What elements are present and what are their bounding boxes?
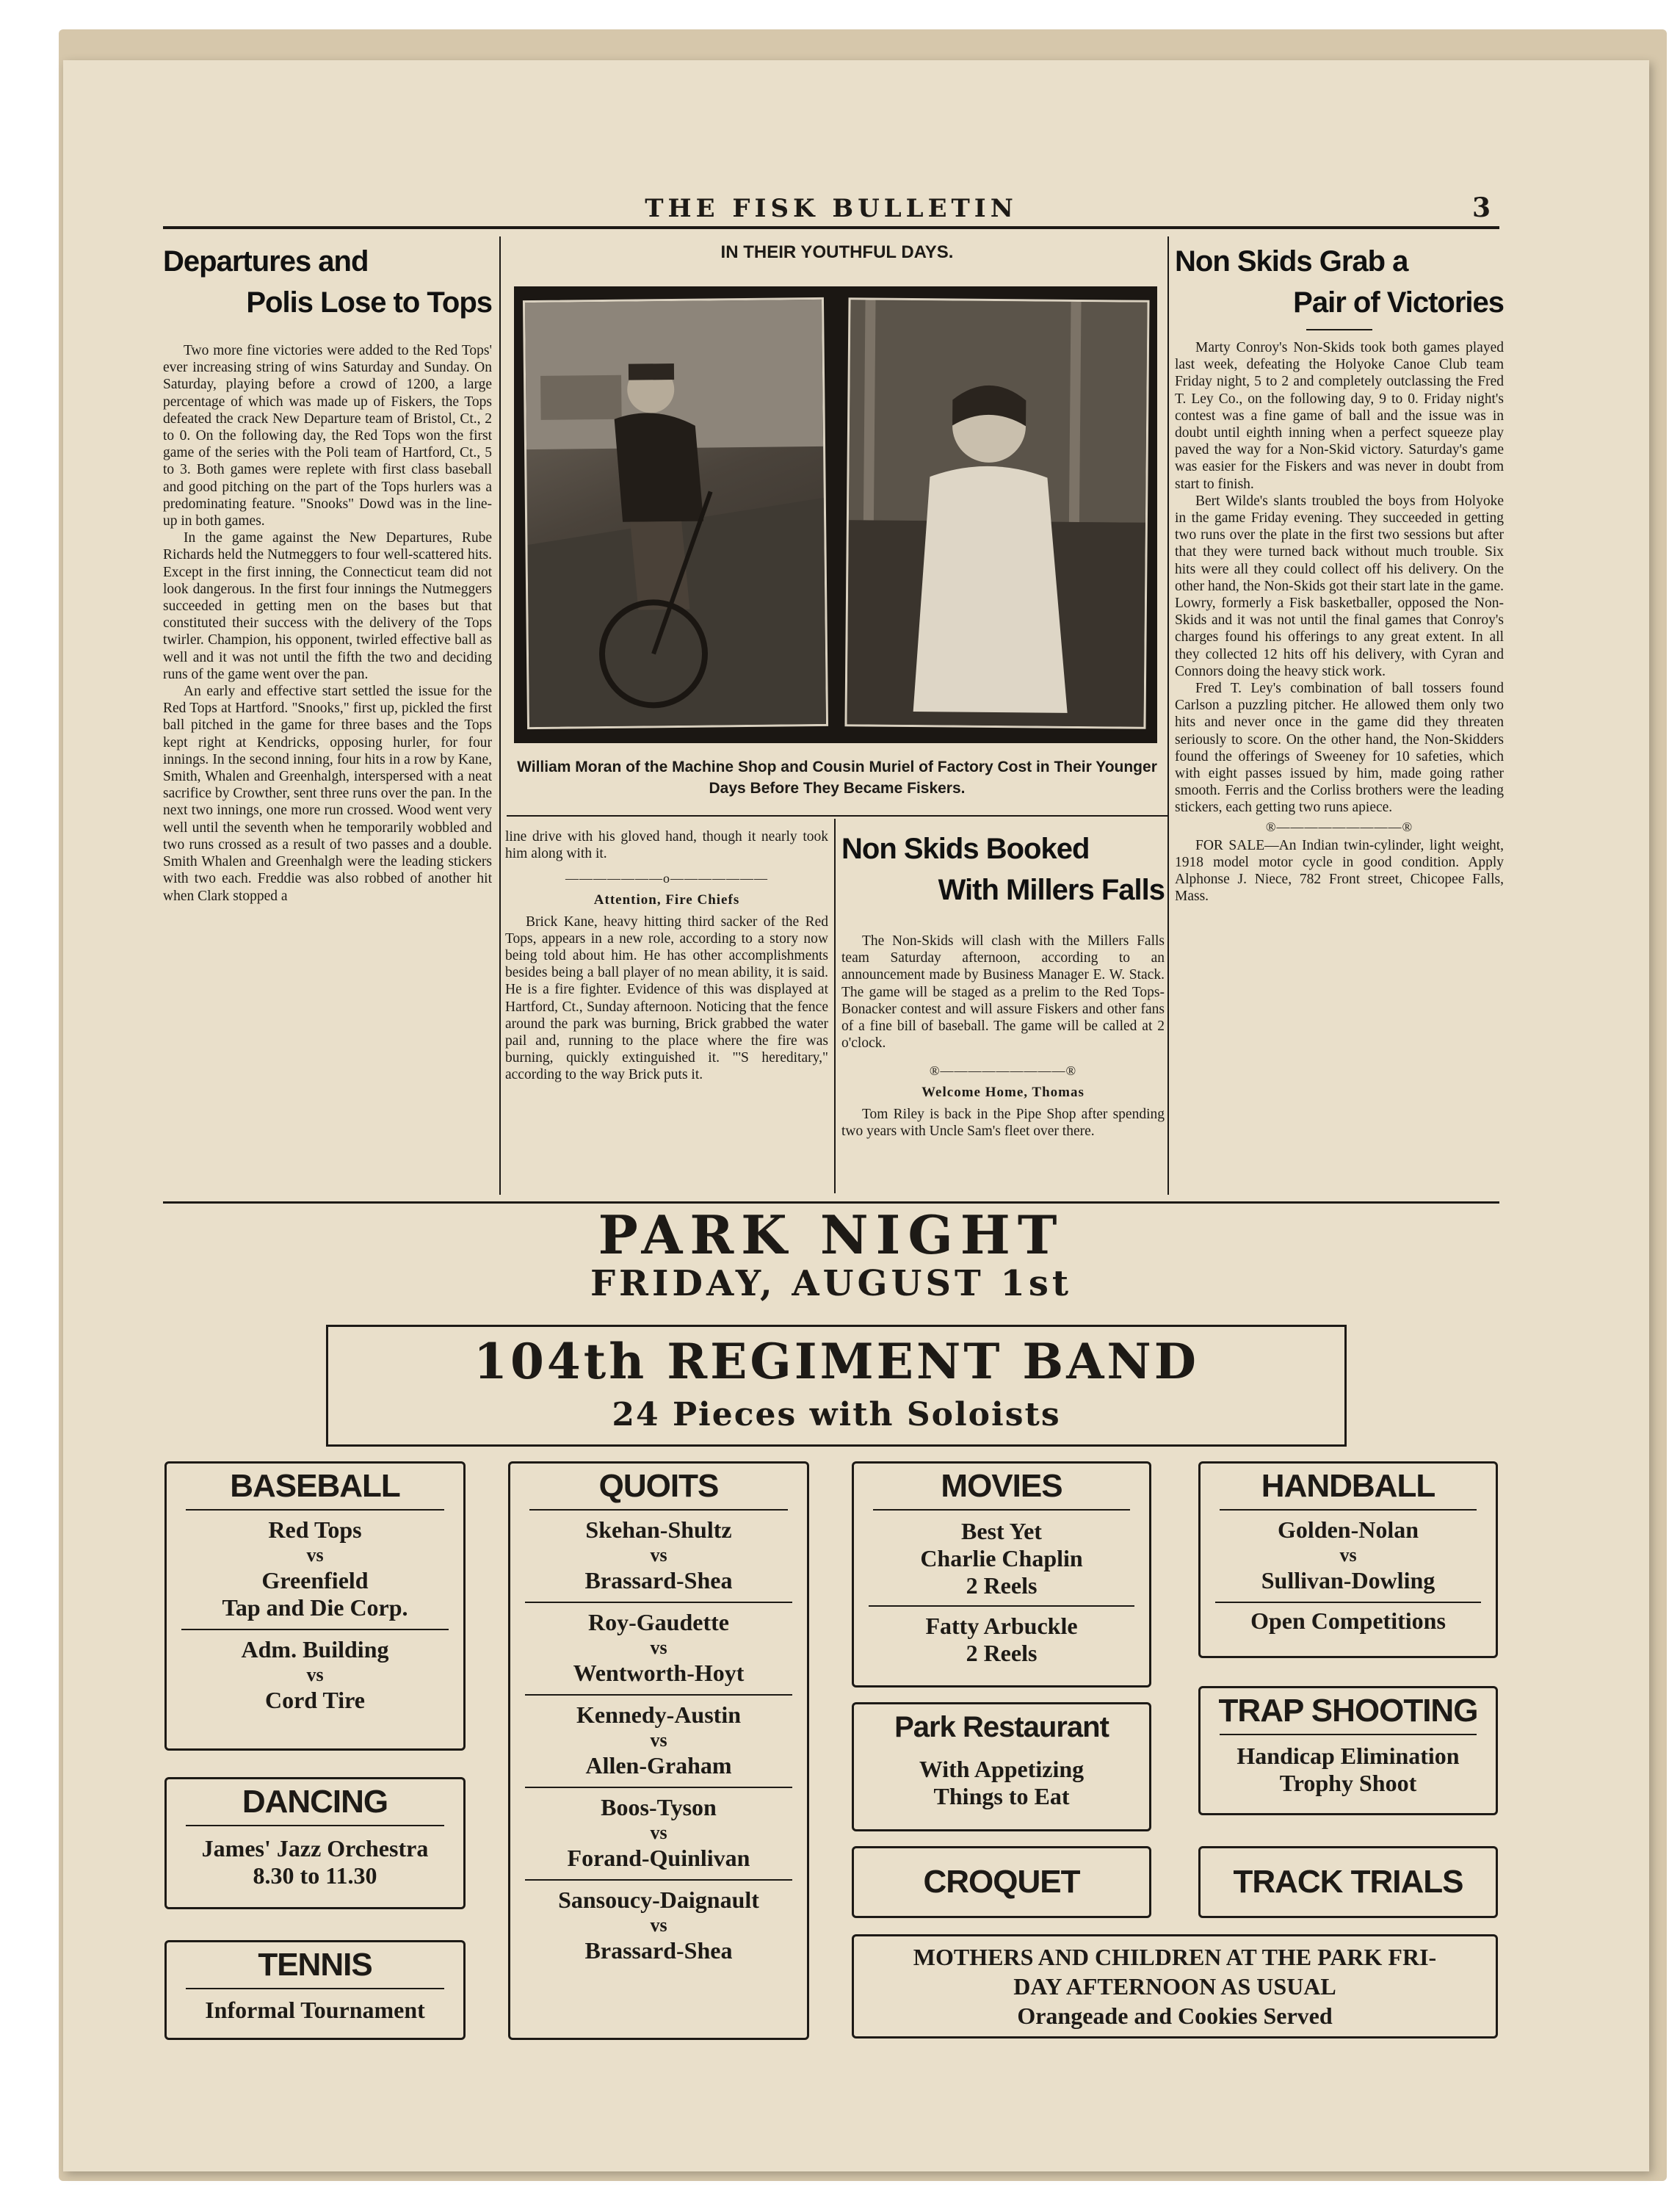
trap-line: Handicap Elimination [1237,1743,1460,1769]
headline-line-1: Departures and [163,245,369,278]
column-rule [834,819,836,1193]
divider-mark: ® [1065,1063,1077,1079]
section-rule [507,815,1167,817]
film-line: Fatty Arbuckle [925,1613,1078,1639]
paragraph: Fred T. Ley's combination of ball tossers found Carlson a puzzling pitcher. He allowed them only two hits and never once in the game did they threaten seriously to score. On the other hand, the Non-Skidders found the offerings of Sweeney for 10 safeties, which with eight passes issued by him, made going rather smooth. Ferris and the Corliss brothers were the leading stickers, each getting two runs apiece. [1175,681,1504,816]
headline-millers [841,828,1165,911]
handball-open: Open Competitions [1250,1607,1446,1634]
vs-label: vs [650,1544,667,1566]
boy-cap [629,363,674,380]
paragraph: Marty Conroy's Non-Skids took both games played last week, defeating the Holyoke Canoe Club team Friday night, 5 to 2 and completely outclassing the Fred T. Ley Co., on the following day, 9 to 0. Friday night's contest was a fine game of ball and the issue was in doubt until eighth inning when a perfect squeeze play paved the way for a Non-Skid victory. Saturday's game was easier for the Fiskers and was never in doubt from start to finish. [1175,340,1504,492]
movies-title: MOVIES [941,1468,1062,1504]
divider-mark: ® [1402,819,1413,834]
trap-details [1201,1735,1496,1797]
handball-title: HANDBALL [1261,1468,1435,1504]
mothers-line: Orangeade and Cookies Served [1017,2003,1333,2029]
girl-illustration [847,300,1147,727]
croquet-title: CROQUET [923,1864,1080,1900]
mothers-box [852,1934,1498,2039]
team: Brassard-Shea [584,1937,733,1964]
divider: ———————o——————— [565,871,768,886]
team: Cord Tire [264,1687,365,1713]
band-name: 104th REGIMENT BAND [474,1333,1199,1390]
mothers-line: MOTHERS AND CHILDREN AT THE PARK FRI- [913,1944,1437,1970]
paragraph: In the game against the New Departures, Rube Richards held the Nutmeggers to four well-scattered hits. Except in the first inning, the Connecticut team did not look dangerous. In the first four innings the Nutmeggers succeeded in getting men on the bases but that constituted their success with the delivery of the Tops twirler. Champion, his opponent, twirled effective ball as well and it was not until the fifth the two and deciding runs of the game went over the pan. [163,530,492,682]
restaurant-title: Park Restaurant [894,1711,1109,1743]
trap-title: TRAP SHOOTING [1218,1693,1478,1729]
ad-date: FRIDAY, AUGUST 1st [590,1263,1073,1304]
film-line: 2 Reels [966,1640,1038,1666]
paragraph: Bert Wilde's slants troubled the boys from Holyoke in the game Friday evening. They succeeded in getting two runs over the plate in the first two sessions but after that they were turned back without much trouble. Six hits were all they could collect off his delivery. On the other hand, the Non-Skids got their start late in the game. Lowry, formerly a Fisk basketballer, opposed the Non-Skids and it was not until the final games that Conroy's charges found his offerings to any great extent. In all they collected 12 hits off his delivery, with Cyran and Connors doing the heavy stick work. [1175,493,1504,679]
baseball-box [164,1461,466,1751]
tennis-details: Informal Tournament [205,1997,425,2023]
headline-line-2: Polis Lose to Tops [246,286,492,319]
restaurant-line: Things to Eat [933,1783,1070,1809]
paragraph: Two more fine victories were added to the Red Tops' ever increasing string of wins Saturday and Sunday. On Saturday, playing before a crowd of 1200, a large percentage of which was made up of Fiskers, the Tops defeated the crack New Departure team of Bristol, Ct., 2 to 0. On the following day, the Red Tops won the first game of the series with the Poli team of Hartford, Ct., 5 to 3. Both games were replete with first class baseball and good pitching on the part of the Tops hurlers was a predominating feature. "Snooks" Dowd was in the line-up in both games. [163,343,492,529]
photo-frame [514,286,1157,743]
headline-line-1: Non Skids Grab a [1175,245,1408,278]
photo-caption: William Moran of the Machine Shop and Cousin Muriel of Factory Cost in Their Younger Days Before They Became Fiskers. [517,759,1157,797]
quoits-match [510,1511,807,1602]
quoits-match [510,1881,807,1972]
quoits-match [510,1788,807,1879]
paragraph: An early and effective start settled the issue for the Red Tops at Hartford. "Snooks," first up, pickled the first ball pitched in the game for three bases and the Tops kept right at Kendricks, opposing hurler, for four innings. In the second inning, four hits in a row by Kane, Smith, Whalen and Greenhalgh, interspersed with a neat sacrifice by Crowther, sent three runs over the pan. In the next two innings, one more run crossed. Wood went very well until the seventh when he temporarily wobbled and two runs crossed as a result of two passes and a double. Smith Whalen and Greenhalgh were the leading stickers with two each. Freddie was also robbed of another hit when Clark stopped a [163,684,492,904]
paragraph: Tom Riley is back in the Pipe Shop after spending two years with Uncle Sam's fleet over there. [841,1106,1165,1139]
dance-time: 8.30 to 11.30 [253,1862,377,1889]
dancing-box [164,1777,466,1909]
column-rule [1167,236,1169,1195]
boy-bicycle-illustration [525,300,826,727]
band-subtitle: 24 Pieces with Soloists [612,1396,1061,1433]
porch-post [1069,302,1082,522]
team: Golden-Nolan [1277,1516,1419,1543]
vs-label: vs [306,1664,324,1685]
girl-photo [844,297,1149,729]
quoits-box [508,1461,809,2040]
team: Brassard-Shea [584,1567,733,1594]
team: Sullivan-Dowling [1261,1567,1435,1594]
headline-nonskids [1175,241,1504,323]
quoits-match [510,1603,807,1694]
baseball-game-2 [167,1630,463,1721]
baseball-title: BASEBALL [230,1468,400,1504]
vs-label: vs [650,1914,667,1936]
handball-box [1198,1461,1498,1658]
team: Skehan-Shultz [585,1516,732,1543]
porch-post [863,300,876,520]
team: Boos-Tyson [601,1794,717,1820]
column-rule [499,236,501,1195]
team: Greenfield [261,1567,369,1594]
ad-title: PARK NIGHT [598,1204,1065,1266]
paragraph: The Non-Skids will clash with the Millers Falls team Saturday afternoon, according to an announcement made by Business Manager E. W. Stack. The game will be staged as a prelim to the Red Tops-Bonacker contest and will assure Fiskers and other fans of a fine bill of baseball. The game will be called at 2 o'clock. [841,933,1165,1052]
band-box [326,1325,1347,1447]
continued-text: line drive with his gloved hand, though it nearly took him along with it. [505,829,828,862]
team: Adm. Building [241,1636,389,1663]
divider: ®—————————® [929,1063,1077,1079]
baseball-game-1 [167,1511,463,1629]
film-1 [854,1511,1149,1605]
article-nonskids [1175,241,1504,905]
for-sale-notice: FOR SALE—An Indian twin-cylinder, light weight, 1918 model motor cycle in good condition. Apply Alphonse J. Niece, 782 Front street, Chicopee Falls, Mass. [1175,837,1504,905]
team: Allen-Graham [585,1752,732,1779]
fire-chiefs-title: Attention, Fire Chiefs [593,892,740,908]
boy-knickers [630,521,689,610]
mothers-line: DAY AFTERNOON AS USUAL [1013,1973,1336,2000]
film-2 [854,1607,1149,1667]
restaurant-details [854,1750,1149,1810]
croquet-box [852,1846,1151,1918]
tennis-title: TENNIS [258,1947,372,1983]
page-header [163,192,1499,229]
dancing-title: DANCING [242,1784,388,1820]
mothers-notice [854,1936,1496,2030]
film-line: 2 Reels [966,1572,1038,1599]
boy-bicycle-photo [523,297,828,729]
headline-line-1: Non Skids Booked [841,833,1090,865]
page-number: 3 [1471,192,1491,223]
vs-label: vs [1339,1544,1357,1566]
team: Roy-Gaudette [588,1609,729,1635]
tennis-box [164,1940,466,2040]
team: Sansoucy-Daignault [558,1887,759,1913]
divider-mark: o [663,871,670,886]
welcome-title: Welcome Home, Thomas [922,1085,1085,1101]
film-line: Best Yet [961,1518,1042,1544]
trap-line: Trophy Shoot [1279,1770,1417,1796]
film-line: Charlie Chaplin [920,1545,1083,1571]
vs-label: vs [650,1729,667,1751]
boy-sweater [615,413,704,522]
headline-line-2: Pair of Victories [1293,286,1504,319]
divider-mark: ® [929,1063,941,1079]
distant-house [540,375,622,420]
paragraph: Brick Kane, heavy hitting third sacker of the Red Tops, appears in a new role, according to a story now being told about him. He has other accomplishments besides being a ball player of no mean ability, it is said. He is a fire fighter. Evidence of this was displayed at Hartford, Ct., Sunday afternoon. Noticing that the fence around the park was burning, Brick grabbed the water pail and, running to the place where the fire was burning, quickly extinguished it. "'S hereditary," according to the way Brick puts it. [505,914,828,1083]
vs-label: vs [650,1822,667,1843]
restaurant-line: With Appetizing [919,1756,1085,1782]
publication-title: THE FISK BULLETIN [645,194,1018,223]
restaurant-box [852,1702,1151,1831]
team: Wentworth-Hoyt [573,1660,745,1686]
vs-label: vs [306,1544,324,1566]
girl-dress [913,466,1070,713]
quoits-match [510,1696,807,1787]
handball-match [1201,1511,1496,1602]
orchestra: James' Jazz Orchestra [201,1835,429,1862]
headline-line-2: With Millers Falls [938,874,1165,906]
article-fire-column [505,828,828,1084]
vs-label: vs [650,1637,667,1658]
headline-tops [163,241,492,323]
divider-mark: ® [1265,819,1277,834]
divider: ®—————————® [1265,819,1413,834]
trap-box [1198,1686,1498,1815]
team: Red Tops [268,1516,362,1543]
movies-box [852,1461,1151,1687]
dancing-details [167,1826,463,1889]
track-box [1198,1846,1498,1918]
photo-feature-title: IN THEIR YOUTHFUL DAYS. [720,242,954,262]
track-title: TRACK TRIALS [1233,1864,1463,1900]
team: Forand-Quinlivan [567,1845,750,1871]
article-millers [841,828,1165,1140]
article-tops [163,241,492,905]
team: Tap and Die Corp. [222,1594,408,1621]
quoits-title: QUOITS [598,1468,719,1504]
team: Kennedy-Austin [576,1701,742,1728]
short-rule [1306,329,1372,330]
